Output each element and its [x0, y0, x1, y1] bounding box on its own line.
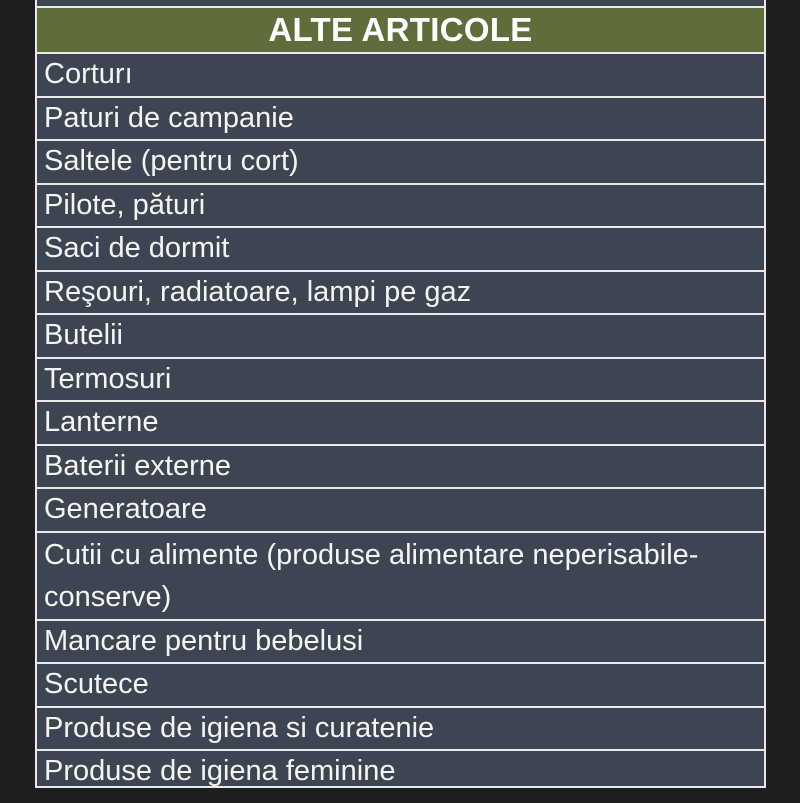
table-row: Termosuri — [37, 359, 764, 403]
table-row: Saci de dormit — [37, 228, 764, 272]
table-row: Produse de igiena feminine — [44, 755, 396, 787]
table-row: Cutii cu alimente (produse alimentare neperisabile-conserve) — [37, 533, 764, 621]
table-row: Generatoare — [37, 489, 764, 533]
table-row: Pilote, pături — [37, 185, 764, 229]
table-row: Mancare pentru bebelusi — [37, 621, 764, 665]
table-row: Paturi de campanie — [37, 98, 764, 142]
items-list — [37, 54, 764, 793]
table-row: Baterii externe — [37, 446, 764, 490]
table-row: Produse de igiena si curatenie — [37, 708, 764, 752]
table-row: Butelii — [37, 315, 764, 359]
table-row: Scutece — [37, 664, 764, 708]
table-row: Reşouri, radiatoare, lampi pe gaz — [37, 272, 764, 316]
clipped-previous-row — [37, 0, 764, 8]
table-row: Saltele (pentru cort) — [37, 141, 764, 185]
table-row: Corturı — [37, 54, 764, 98]
items-table — [35, 0, 766, 788]
table-header: ALTE ARTICOLE — [37, 8, 764, 54]
table-row: Lanterne — [37, 402, 764, 446]
